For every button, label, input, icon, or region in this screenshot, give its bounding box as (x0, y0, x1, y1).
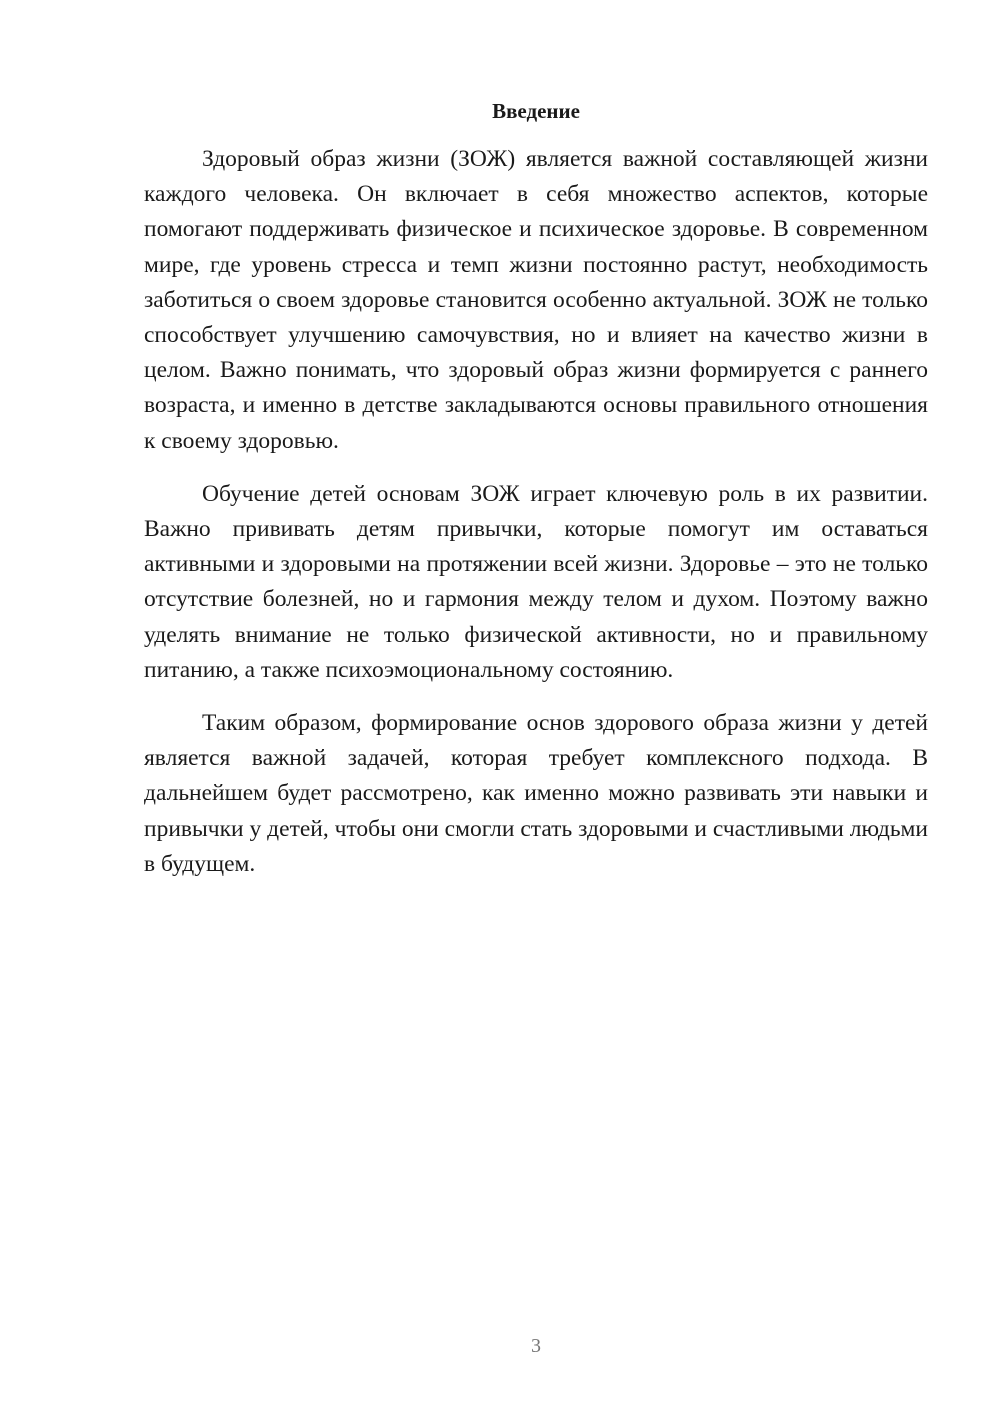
body-text (144, 142, 928, 900)
section-heading: Введение (492, 99, 580, 123)
page-number: 3 (531, 1335, 541, 1357)
paragraph-2: Обучение детей основам ЗОЖ играет ключевую роль в их развитии. Важно прививать детям привычки, которые помогут им оставаться активными и здоровыми на протяжении всей жизни. Здоровье – это не только отсутствие болезней, но и гармония между телом и духом. Поэтому важно уделять внимание не только физической активности, но и правильному питанию, а также психоэмоциональному состоянию. (144, 480, 928, 683)
paragraph-1: Здоровый образ жизни (ЗОЖ) является важной составляющей жизни каждого человека. Он включает в себя множество аспектов, которые помогают поддерживать физическое и психическое здоровье. В современном мире, где уровень стресса и темп жизни постоянно растут, необходимость заботиться о своем здоровье становится особенно актуальной. ЗОЖ не только способствует улучшению самочувствия, но и влияет на качество жизни в целом. Важно понимать, что здоровый образ жизни формируется с раннего возраста, и именно в детстве закладываются основы правильного отношения к своему здоровью. (144, 146, 928, 454)
paragraph-3: Таким образом, формирование основ здорового образа жизни у детей является важной задачей, которая требует комплексного подхода. В дальнейшем будет рассмотрено, как именно можно развивать эти навыки и привычки у детей, чтобы они смогли стать здоровыми и счастливыми людьми в будущем. (144, 710, 928, 877)
